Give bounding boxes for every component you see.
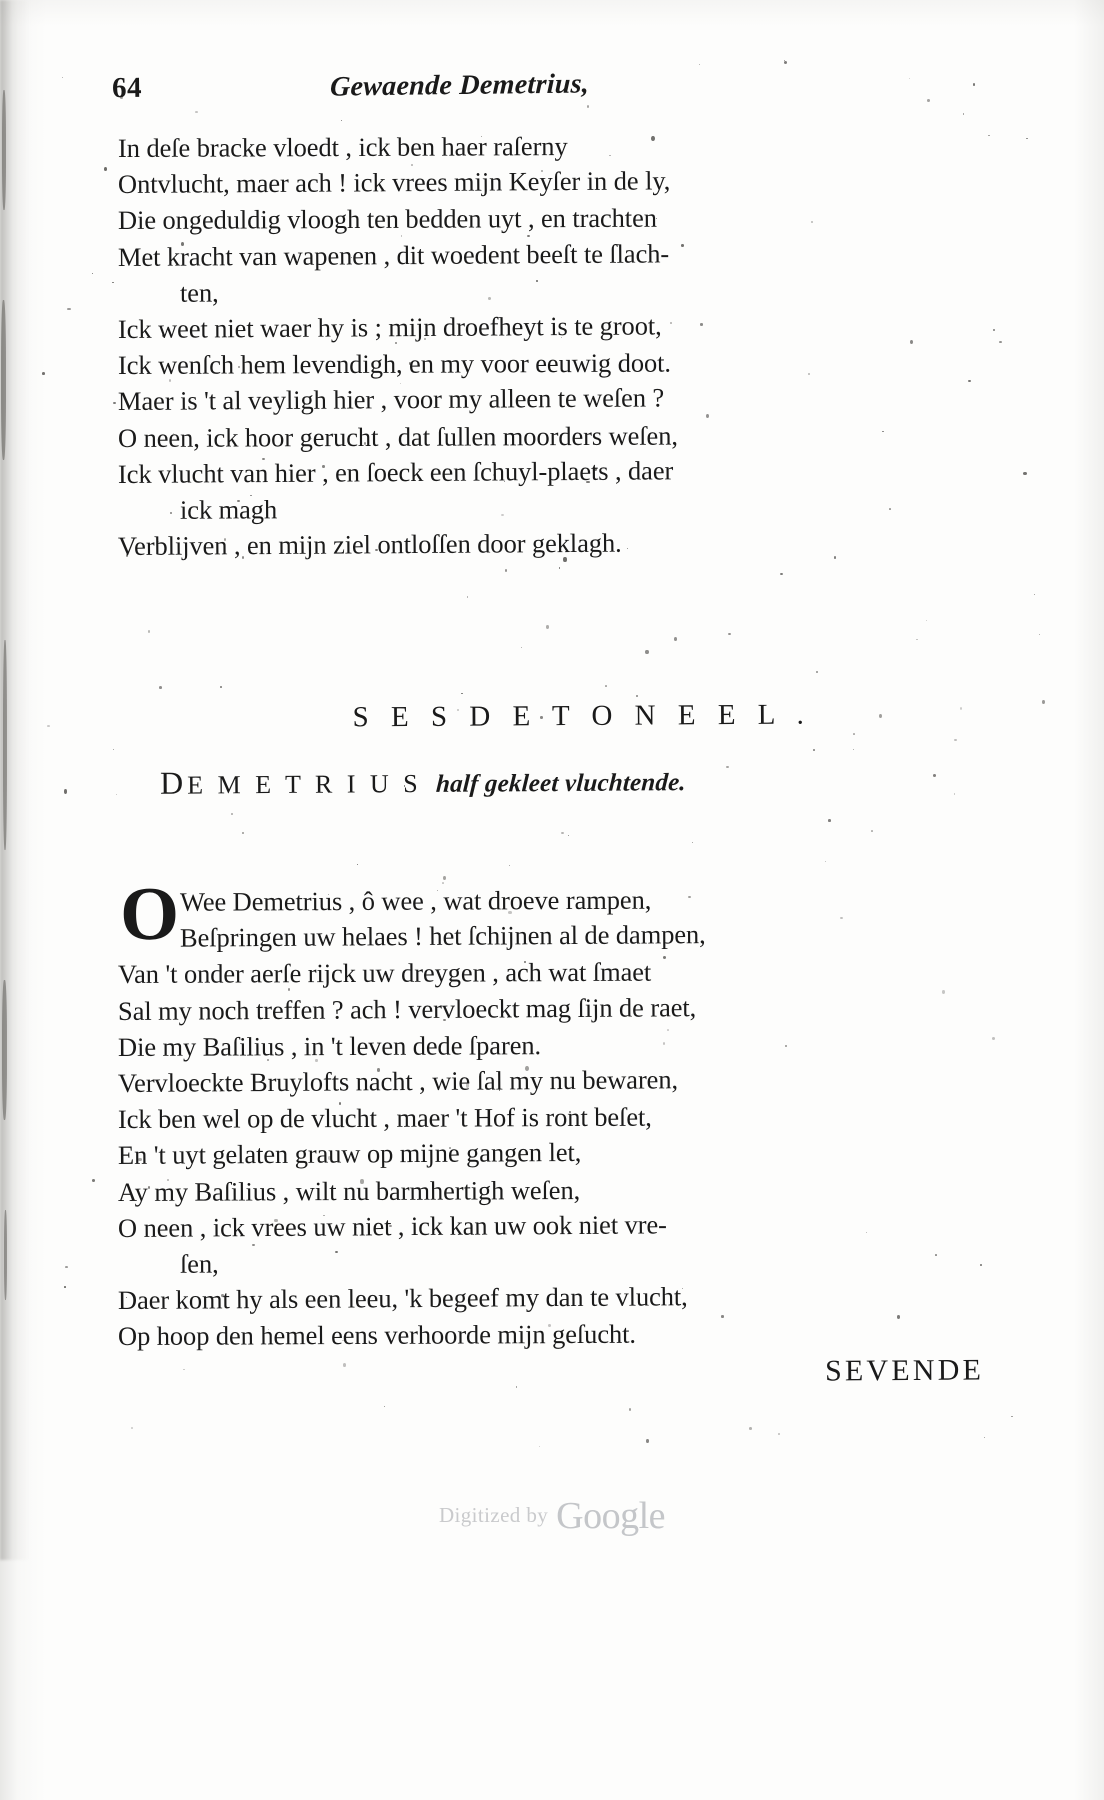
- catchword: SEVENDE: [824, 1353, 985, 1388]
- watermark-prefix: Digitized by: [438, 1503, 549, 1527]
- verse-line: Daer komt hy als een leeu, 'k begeef my dan te vlucht,: [117, 1281, 688, 1316]
- verse-line: Ontvlucht, maer ach ! ick vrees mijn Keyſer in de ly,: [117, 165, 671, 200]
- speaker-name: [159, 764, 422, 801]
- drop-cap-initial: O: [119, 871, 180, 957]
- verse-line: O neen, ick hoor gerucht , dat ſullen moorders weſen,: [117, 420, 678, 453]
- running-head: [112, 70, 942, 114]
- verse-line: O neen , ick vrees uw niet , ick kan uw ook niet vre-: [117, 1209, 667, 1243]
- verse-line: Die my Baſilius , in 't leven dede ſparen.: [117, 1029, 542, 1062]
- verse-line: Beſpringen uw helaes ! het ſchijnen al de dampen,: [179, 919, 706, 953]
- verse-line: Wee Demetrius , ô wee , wat droeve rampen,: [179, 884, 652, 917]
- verse-line: ſen,: [179, 1248, 219, 1279]
- verse-line: Ay my Baſilius , wilt nu barmhertigh weſen,: [117, 1174, 581, 1207]
- verse-line: En 't uyt gelaten grauw op mijne gangen let,: [117, 1137, 582, 1171]
- stage-direction: half gekleet vluchtende.: [434, 769, 687, 798]
- verse-line: Ick wenſch hem levendigh, en my voor eeuwig doot.: [117, 347, 671, 381]
- verse-line: Die ongeduldig vloogh ten bedden uyt , en trachten: [117, 203, 657, 236]
- verse-line: Vervloeckte Bruylofts nacht , wie ſal my nu bewaren,: [117, 1064, 679, 1099]
- verse-line: Ick vlucht van hier , en ſoeck een ſchuyl-plaets , daer: [117, 455, 674, 489]
- speaker-name-rest: E M E T R I U S: [187, 768, 422, 800]
- verse-line: Van 't onder aerſe rijck uw dreygen , ach wat ſmaet: [117, 957, 652, 990]
- verse-line: Op hoop den hemel eens verhoorde mijn geſucht.: [117, 1319, 636, 1352]
- verse-line: Verblijven , en mijn ziel ontloſſen door geklagh.: [117, 527, 622, 562]
- verse-line: Sal my noch treffen ? ach ! vervloeckt mag ſijn de raet,: [117, 991, 697, 1026]
- speaker-cue: [160, 759, 960, 802]
- verse-line: Ick ben wel op de vlucht , maer 't Hof is ront beſet,: [117, 1101, 652, 1135]
- google-digitized-watermark: [0, 1494, 1104, 1538]
- verse-line: ick magh: [179, 494, 278, 525]
- verse-line: Maer is 't al veyligh hier , voor my alleen te weſen ?: [117, 382, 665, 417]
- verse-line: Met kracht van wapenen , dit woedent beeſt te ſlach-: [117, 237, 670, 272]
- scene-heading: S E S D E T O N E E L .: [352, 698, 812, 734]
- running-title: Gewaende Demetrius,: [329, 68, 590, 103]
- verse-line: ten,: [179, 277, 219, 308]
- watermark-brand: Google: [556, 1495, 666, 1537]
- page-number: 64: [111, 71, 143, 105]
- verse-block-second-speech: [118, 884, 963, 1355]
- verse-line: In deſe bracke vloedt , ick ben haer raſerny: [117, 131, 568, 163]
- speaker-name-initial: D: [159, 764, 188, 801]
- verse-line: Ick weet niet waer hy is ; mijn droefheyt is te groot,: [117, 310, 662, 345]
- verse-block-first-speech: [118, 130, 963, 564]
